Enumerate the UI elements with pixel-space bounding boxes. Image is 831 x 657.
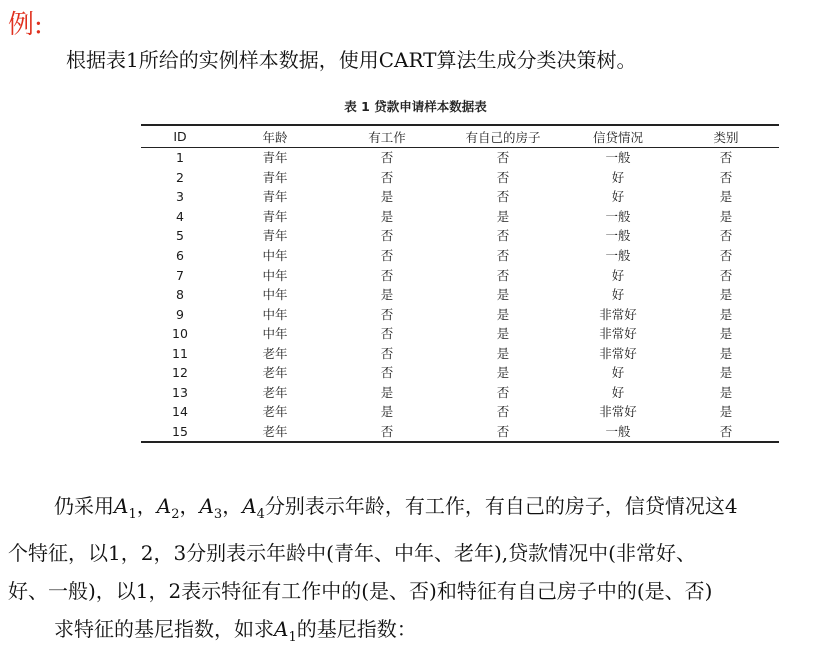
table-body [141, 148, 779, 443]
table-cell: 5 [176, 228, 184, 244]
table-cell: 青年 [262, 169, 288, 185]
table-cell: 中年 [262, 306, 288, 322]
table-cell: 3 [176, 189, 184, 205]
column-header: 信贷情况 [563, 125, 673, 148]
table-row [141, 246, 779, 266]
table-cell: 一般 [605, 150, 631, 166]
table-cell: 青年 [262, 189, 288, 205]
table-cell: 是 [719, 287, 733, 303]
table-cell: 好 [611, 287, 625, 303]
column-header: 年龄 [219, 125, 331, 148]
table-cell: 一般 [605, 248, 631, 263]
table-cell: 好 [611, 384, 625, 400]
table-cell: 否 [380, 365, 394, 381]
table-cell: 是 [719, 365, 733, 381]
table-cell: 否 [496, 150, 510, 166]
table-cell: 否 [496, 248, 510, 263]
table-cell: 否 [496, 228, 510, 244]
table-cell: 是 [496, 365, 510, 381]
table-cell: 好 [611, 189, 625, 205]
sep: ， [222, 494, 243, 518]
table-cell: 否 [380, 169, 394, 185]
paragraph-line-2: 个特征，以1，2，3分别表示年龄中(青年、中年、老年),贷款情况中(非常好、 [8, 541, 696, 565]
table-cell: 一般 [605, 208, 631, 224]
table-cell: 否 [496, 404, 510, 420]
feature-var-a4 [242, 494, 265, 522]
table-cell: 否 [719, 248, 733, 263]
table-cell: 老年 [262, 404, 288, 420]
table-cell: 好 [611, 365, 625, 381]
paragraph-line-1 [8, 487, 828, 534]
table-cell: 8 [176, 287, 184, 303]
loan-sample-table [141, 124, 779, 443]
column-header: 有自己的房子 [443, 125, 563, 148]
feature-var-a1 [114, 494, 137, 522]
table-cell: 9 [176, 306, 184, 322]
table-cell: 否 [380, 248, 394, 263]
table-cell: 好 [611, 267, 625, 283]
table-cell: 是 [496, 306, 510, 322]
var-sub: 4 [256, 507, 265, 522]
table-row [141, 148, 779, 168]
table-cell: 非常好 [599, 345, 637, 361]
line4-prefix: 求特征的基尼指数，如求 [54, 617, 274, 641]
table-cell: 是 [380, 189, 394, 205]
table-cell: 是 [719, 326, 733, 342]
table-cell: 12 [172, 365, 188, 381]
table-cell: 是 [719, 306, 733, 322]
var-sub: 1 [128, 507, 137, 522]
table-row [141, 363, 779, 383]
table-row [141, 402, 779, 422]
table-cell: 非常好 [599, 306, 637, 322]
table-cell: 是 [719, 345, 733, 361]
feature-var-a2 [156, 494, 180, 522]
table-cell: 非常好 [599, 404, 637, 420]
feature-var-a3 [199, 494, 223, 522]
table-cell: 青年 [262, 208, 288, 224]
table-cell: 是 [719, 189, 733, 205]
table-cell: 是 [496, 345, 510, 361]
table-cell: 否 [719, 169, 733, 185]
table-cell: 否 [380, 267, 394, 283]
paragraph-line-3: 好、一般)，以1，2表示特征有工作中的(是、否)和特征有自己房子中的(是、否) [8, 579, 713, 603]
table-cell: 否 [380, 228, 394, 244]
table-row [141, 383, 779, 403]
table-cell: 1 [176, 150, 184, 166]
table-cell: 是 [719, 208, 733, 224]
sep: ， [136, 494, 157, 518]
table-cell: 否 [380, 345, 394, 361]
table-cell: 青年 [262, 228, 288, 244]
table-row [141, 168, 779, 188]
table-cell: 否 [719, 228, 733, 244]
var-sub: 1 [288, 630, 297, 645]
table-cell: 否 [719, 423, 733, 439]
table-cell: 否 [719, 150, 733, 166]
table-cell: 否 [496, 189, 510, 205]
var-sub: 2 [171, 507, 180, 522]
table-cell: 是 [496, 208, 510, 224]
table-cell: 否 [380, 326, 394, 342]
table-cell: 11 [172, 345, 188, 361]
table-cell: 是 [380, 287, 394, 303]
table-cell: 否 [496, 384, 510, 400]
var-sub: 3 [213, 507, 223, 522]
table-cell: 一般 [605, 228, 631, 244]
line1-suffix: 分别表示年龄，有工作，有自己的房子，信贷情况这4 [264, 494, 738, 518]
var-letter: A [156, 494, 172, 518]
table-cell: 老年 [262, 384, 288, 400]
table-cell: 好 [611, 169, 625, 185]
paragraph-line-4 [8, 610, 828, 657]
table-cell: 2 [176, 169, 184, 185]
table-cell: 青年 [262, 150, 288, 166]
table-row [141, 187, 779, 207]
table-cell: 15 [172, 423, 188, 439]
table-row [141, 285, 779, 305]
table-row [141, 422, 779, 443]
table-cell: 中年 [262, 326, 288, 342]
intro-text: 根据表1所给的实例样本数据，使用CART算法生成分类决策树。 [66, 48, 637, 72]
table-cell: 13 [172, 384, 188, 400]
table-cell: 否 [719, 267, 733, 283]
column-header: 类别 [673, 125, 779, 148]
table-cell: 老年 [262, 423, 288, 439]
column-header: ID [141, 125, 219, 148]
table-cell: 非常好 [599, 326, 637, 342]
table-cell: 是 [496, 326, 510, 342]
table-row [141, 207, 779, 227]
var-letter: A [114, 494, 129, 518]
table-cell: 是 [719, 384, 733, 400]
table-cell: 是 [380, 404, 394, 420]
table-cell: 否 [496, 169, 510, 185]
table-cell: 7 [176, 267, 184, 283]
sep: ， [179, 494, 200, 518]
table-row [141, 324, 779, 344]
table-cell: 否 [380, 150, 394, 166]
table-row [141, 226, 779, 246]
table-cell: 否 [380, 423, 394, 439]
table-caption: 表 1 贷款申请样本数据表 [344, 99, 487, 114]
line1-prefix: 仍采用 [54, 494, 114, 518]
table-cell: 10 [172, 326, 188, 342]
line4-suffix: 的基尼指数： [296, 617, 417, 641]
table-cell: 老年 [262, 345, 288, 361]
column-header: 有工作 [331, 125, 443, 148]
table-row [141, 265, 779, 285]
table-cell: 是 [380, 384, 394, 400]
feature-var-a1-ref [274, 617, 297, 645]
table-cell: 否 [496, 423, 510, 439]
table-cell: 是 [380, 208, 394, 224]
table-row [141, 304, 779, 324]
var-letter: A [199, 494, 214, 518]
table-row [141, 343, 779, 363]
table-cell: 是 [496, 287, 510, 303]
table-header-row [141, 125, 779, 148]
table-cell: 中年 [262, 267, 288, 283]
table-cell: 否 [380, 306, 394, 322]
table-cell: 中年 [262, 248, 288, 263]
table-cell: 是 [719, 404, 733, 420]
table-cell: 一般 [605, 423, 631, 439]
table-cell: 中年 [262, 287, 288, 303]
table-cell: 14 [172, 404, 188, 420]
table-cell: 4 [176, 208, 184, 224]
table-cell: 老年 [262, 365, 288, 381]
table-cell: 6 [176, 248, 184, 263]
table-cell: 否 [496, 267, 510, 283]
var-letter: A [274, 617, 289, 641]
explanation-paragraph [8, 487, 828, 657]
example-heading: 例: [8, 10, 43, 40]
var-letter: A [242, 494, 257, 518]
